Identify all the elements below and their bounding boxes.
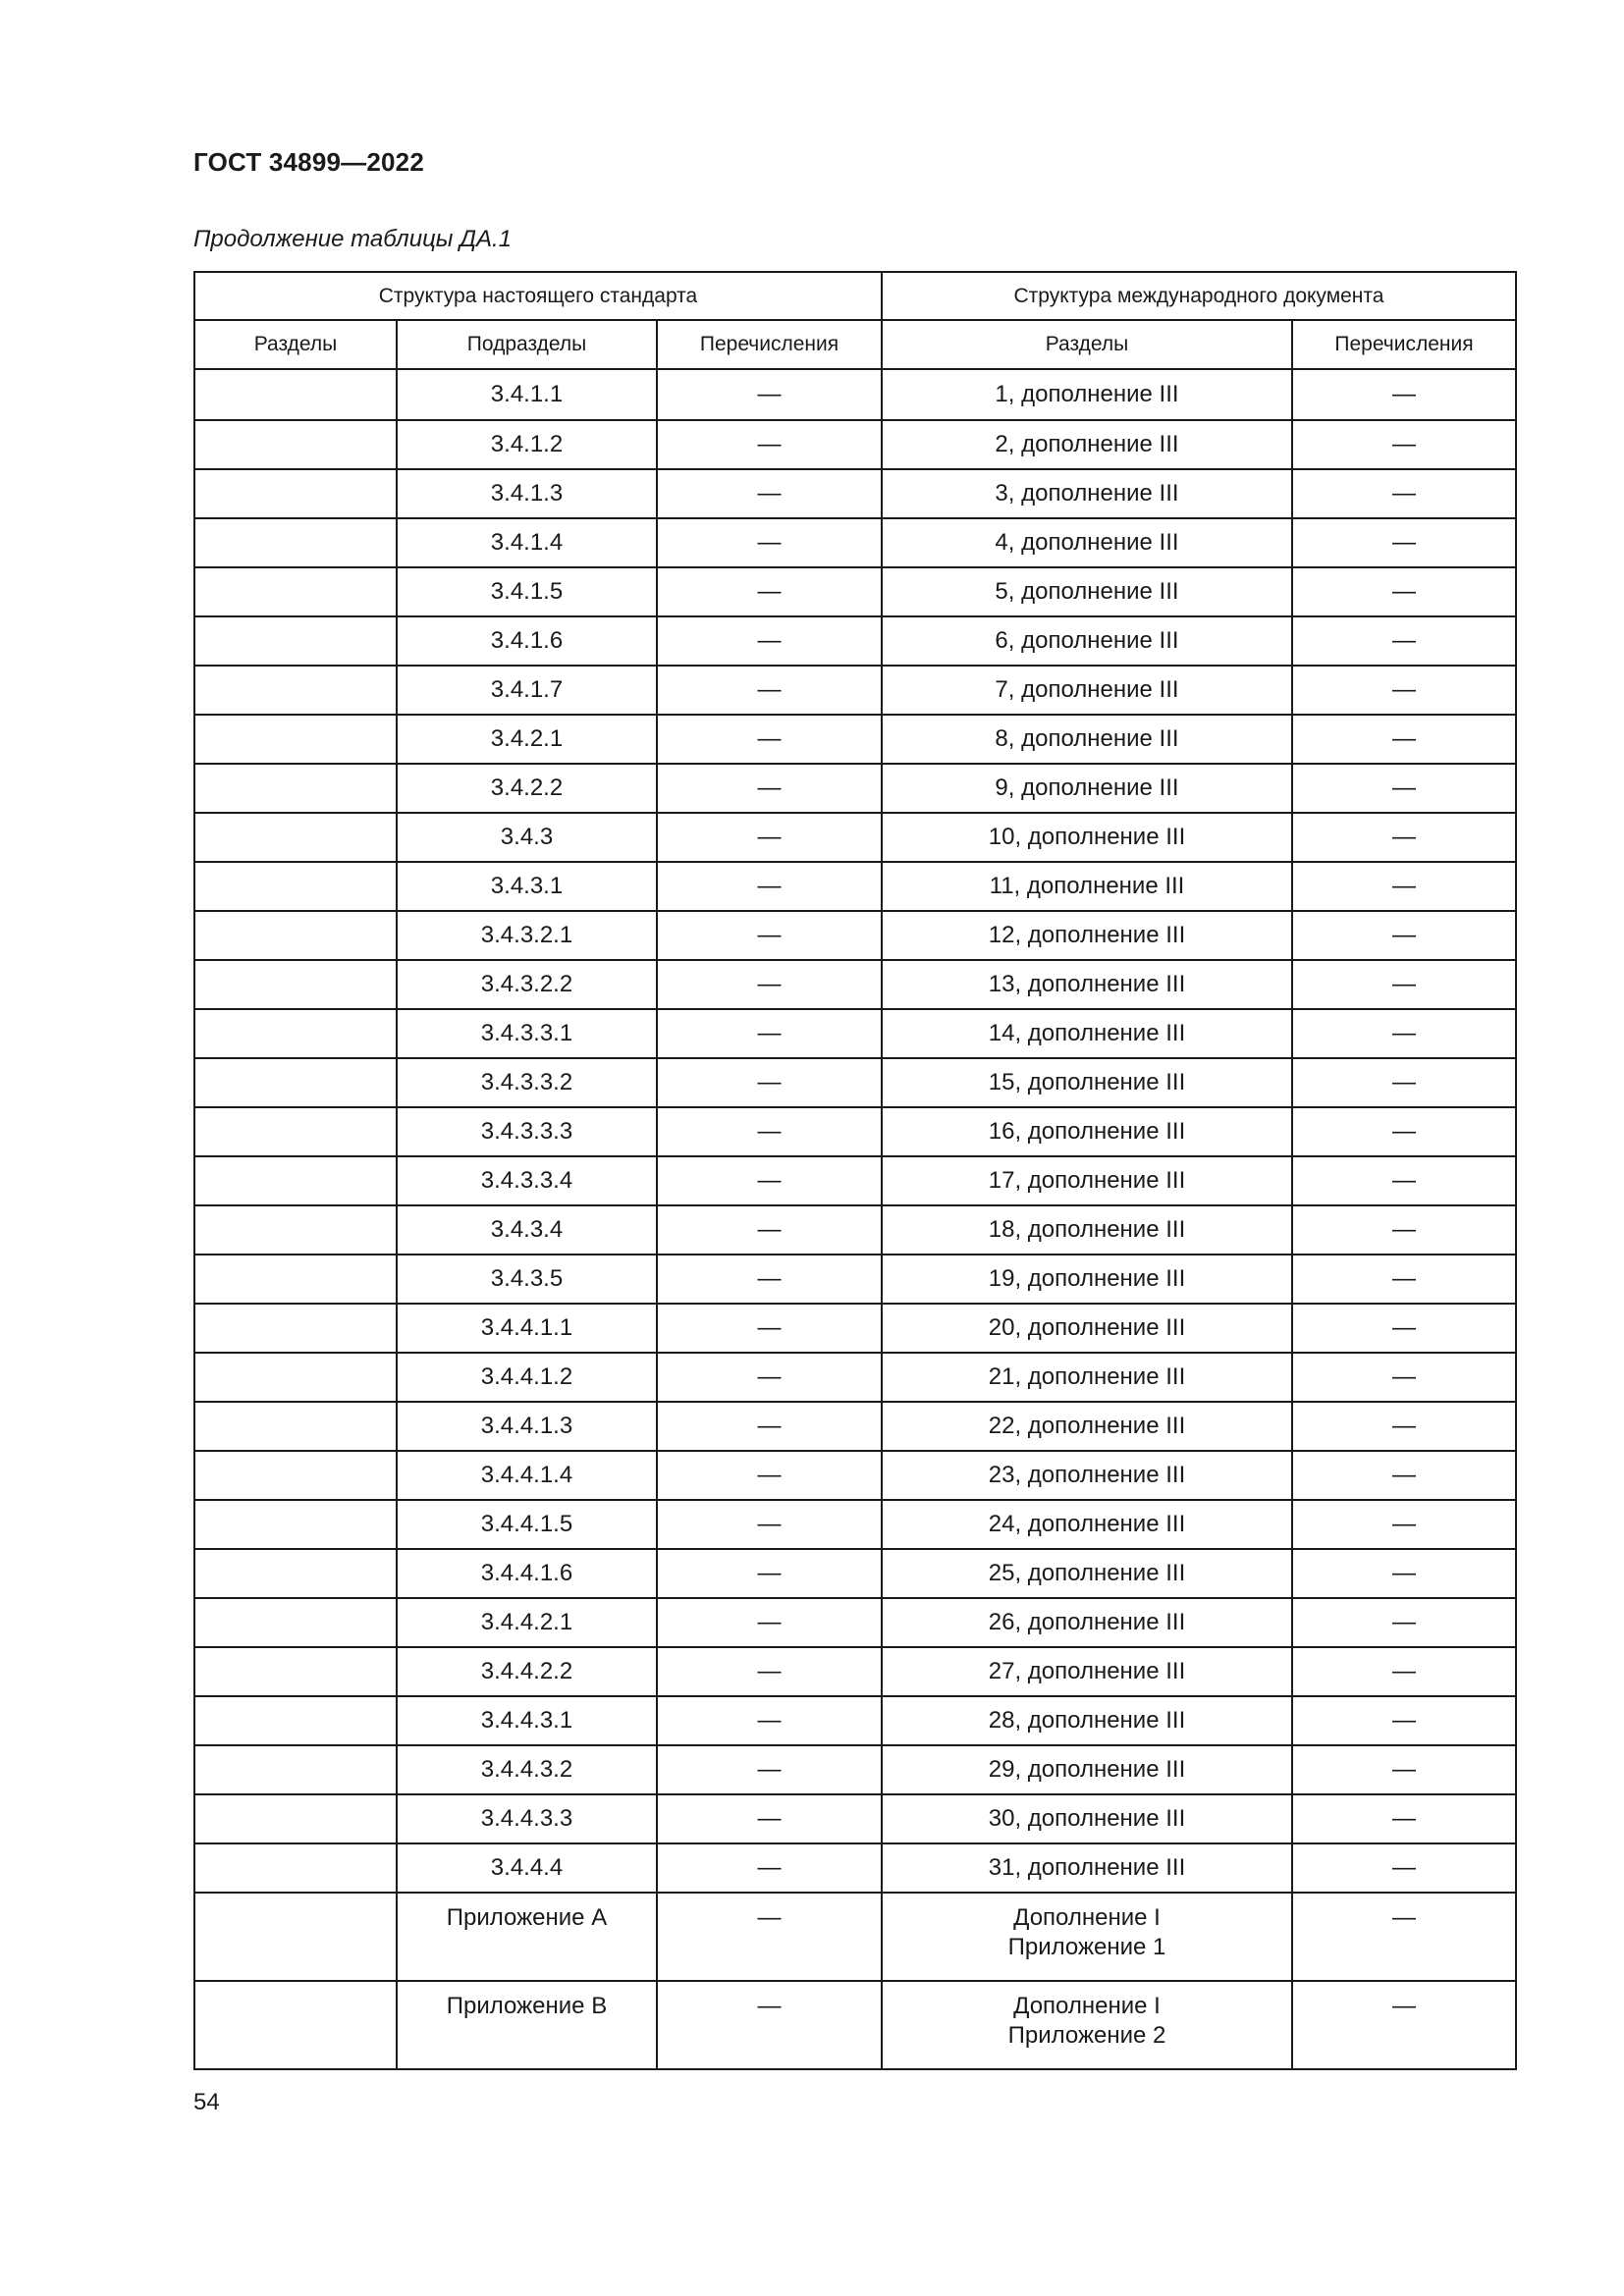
- intl-enumeration-cell: —: [1292, 369, 1516, 420]
- intl-enumeration-cell: —: [1292, 1794, 1516, 1843]
- subsections-cell: 3.4.1.7: [397, 666, 657, 715]
- subsections-cell: 3.4.4.2.1: [397, 1598, 657, 1647]
- subsections-cell: 3.4.4.3.3: [397, 1794, 657, 1843]
- appendix-row: [194, 1981, 1516, 2069]
- sections-cell: [194, 862, 397, 911]
- sections-cell: [194, 1893, 397, 1981]
- enumeration-cell: —: [657, 1745, 882, 1794]
- column-header-intl-sections: Разделы: [882, 320, 1292, 369]
- column-header-row: [194, 320, 1516, 369]
- intl-sections-line: Приложение 2: [1007, 2022, 1166, 2049]
- table-row: [194, 1058, 1516, 1107]
- intl-enumeration-cell: —: [1292, 469, 1516, 518]
- intl-enumeration-cell: —: [1292, 862, 1516, 911]
- intl-enumeration-cell: —: [1292, 616, 1516, 666]
- sections-cell: [194, 764, 397, 813]
- table-row: [194, 1647, 1516, 1696]
- table-row: [194, 862, 1516, 911]
- table-row: [194, 369, 1516, 420]
- sections-cell: [194, 911, 397, 960]
- subsections-cell: 3.4.3.3.4: [397, 1156, 657, 1205]
- enumeration-cell: —: [657, 1353, 882, 1402]
- intl-enumeration-cell: —: [1292, 1981, 1516, 2069]
- subsections-cell: 3.4.3.2.2: [397, 960, 657, 1009]
- sections-cell: [194, 1156, 397, 1205]
- sections-cell: [194, 420, 397, 469]
- table-row: [194, 764, 1516, 813]
- enumeration-cell: —: [657, 616, 882, 666]
- subsections-cell: 3.4.1.1: [397, 369, 657, 420]
- subsections-cell: 3.4.2.1: [397, 715, 657, 764]
- intl-enumeration-cell: —: [1292, 420, 1516, 469]
- sections-cell: [194, 666, 397, 715]
- enumeration-cell: —: [657, 1843, 882, 1893]
- intl-enumeration-cell: —: [1292, 764, 1516, 813]
- intl-sections-cell: 19, дополнение III: [882, 1255, 1292, 1304]
- sections-cell: [194, 1255, 397, 1304]
- intl-sections-cell: 30, дополнение III: [882, 1794, 1292, 1843]
- table-row: [194, 1255, 1516, 1304]
- enumeration-cell: —: [657, 764, 882, 813]
- sections-cell: [194, 567, 397, 616]
- table-row: [194, 567, 1516, 616]
- subsections-cell: 3.4.4.3.1: [397, 1696, 657, 1745]
- subsections-cell: 3.4.3.1: [397, 862, 657, 911]
- table-row: [194, 911, 1516, 960]
- subsections-cell: 3.4.4.1.6: [397, 1549, 657, 1598]
- sections-cell: [194, 1500, 397, 1549]
- table-row: [194, 813, 1516, 862]
- intl-sections-cell: [882, 1981, 1292, 2069]
- enumeration-cell: —: [657, 1451, 882, 1500]
- intl-enumeration-cell: —: [1292, 1843, 1516, 1893]
- intl-enumeration-cell: —: [1292, 1058, 1516, 1107]
- enumeration-cell: —: [657, 469, 882, 518]
- intl-sections-cell: [882, 1893, 1292, 1981]
- table-row: [194, 715, 1516, 764]
- intl-enumeration-cell: —: [1292, 1205, 1516, 1255]
- intl-sections-cell: 22, дополнение III: [882, 1402, 1292, 1451]
- intl-enumeration-cell: —: [1292, 1156, 1516, 1205]
- intl-enumeration-cell: —: [1292, 1107, 1516, 1156]
- intl-sections-cell: 3, дополнение III: [882, 469, 1292, 518]
- sections-cell: [194, 369, 397, 420]
- intl-sections-cell: 24, дополнение III: [882, 1500, 1292, 1549]
- intl-enumeration-cell: —: [1292, 1353, 1516, 1402]
- enumeration-cell: —: [657, 1500, 882, 1549]
- sections-cell: [194, 1451, 397, 1500]
- table-row: [194, 1451, 1516, 1500]
- appendix-row: [194, 1893, 1516, 1981]
- structure-table: [193, 271, 1517, 2070]
- intl-enumeration-cell: —: [1292, 1451, 1516, 1500]
- enumeration-cell: —: [657, 666, 882, 715]
- enumeration-cell: —: [657, 1402, 882, 1451]
- table-row: [194, 616, 1516, 666]
- intl-sections-cell: 28, дополнение III: [882, 1696, 1292, 1745]
- sections-cell: [194, 960, 397, 1009]
- sections-cell: [194, 469, 397, 518]
- group-header-row: [194, 272, 1516, 320]
- table-row: [194, 666, 1516, 715]
- sections-cell: [194, 1353, 397, 1402]
- intl-enumeration-cell: —: [1292, 715, 1516, 764]
- sections-cell: [194, 813, 397, 862]
- table-row: [194, 518, 1516, 567]
- subsections-cell: 3.4.4.3.2: [397, 1745, 657, 1794]
- table-row: [194, 1353, 1516, 1402]
- table-body: [194, 369, 1516, 2069]
- enumeration-cell: —: [657, 1255, 882, 1304]
- intl-sections-cell: 11, дополнение III: [882, 862, 1292, 911]
- intl-sections-cell: 16, дополнение III: [882, 1107, 1292, 1156]
- intl-sections-cell: 23, дополнение III: [882, 1451, 1292, 1500]
- intl-enumeration-cell: —: [1292, 1598, 1516, 1647]
- enumeration-cell: —: [657, 1549, 882, 1598]
- intl-enumeration-cell: —: [1292, 813, 1516, 862]
- table-row: [194, 1696, 1516, 1745]
- enumeration-cell: —: [657, 1205, 882, 1255]
- sections-cell: [194, 1981, 397, 2069]
- subsections-cell: 3.4.4.1.5: [397, 1500, 657, 1549]
- table-caption: Продолжение таблицы ДА.1: [193, 226, 513, 252]
- table-row: [194, 1549, 1516, 1598]
- intl-enumeration-cell: —: [1292, 1402, 1516, 1451]
- intl-sections-cell: 18, дополнение III: [882, 1205, 1292, 1255]
- intl-enumeration-cell: —: [1292, 518, 1516, 567]
- intl-sections-cell: 9, дополнение III: [882, 764, 1292, 813]
- enumeration-cell: —: [657, 1598, 882, 1647]
- sections-cell: [194, 1549, 397, 1598]
- enumeration-cell: —: [657, 1794, 882, 1843]
- intl-enumeration-cell: —: [1292, 1304, 1516, 1353]
- intl-enumeration-cell: —: [1292, 666, 1516, 715]
- table-row: [194, 960, 1516, 1009]
- enumeration-cell: —: [657, 1156, 882, 1205]
- table-row: [194, 1794, 1516, 1843]
- subsections-cell: 3.4.3.3.1: [397, 1009, 657, 1058]
- intl-sections-cell: 27, дополнение III: [882, 1647, 1292, 1696]
- sections-cell: [194, 616, 397, 666]
- subsections-cell: 3.4.3.5: [397, 1255, 657, 1304]
- sections-cell: [194, 715, 397, 764]
- intl-sections-cell: 25, дополнение III: [882, 1549, 1292, 1598]
- enumeration-cell: —: [657, 1009, 882, 1058]
- intl-sections-line: Дополнение I: [1013, 1993, 1161, 2019]
- intl-sections-cell: 17, дополнение III: [882, 1156, 1292, 1205]
- sections-cell: [194, 1304, 397, 1353]
- table-row: [194, 1009, 1516, 1058]
- subsections-cell: 3.4.3.2.1: [397, 911, 657, 960]
- subsections-cell: 3.4.1.3: [397, 469, 657, 518]
- subsections-cell: 3.4.4.1.4: [397, 1451, 657, 1500]
- intl-enumeration-cell: —: [1292, 1893, 1516, 1981]
- enumeration-cell: —: [657, 862, 882, 911]
- table-row: [194, 1156, 1516, 1205]
- enumeration-cell: —: [657, 813, 882, 862]
- subsections-cell: 3.4.4.1.1: [397, 1304, 657, 1353]
- subsections-cell: Приложение А: [397, 1893, 657, 1981]
- subsections-cell: 3.4.1.6: [397, 616, 657, 666]
- intl-enumeration-cell: —: [1292, 1696, 1516, 1745]
- sections-cell: [194, 1205, 397, 1255]
- subsections-cell: 3.4.4.2.2: [397, 1647, 657, 1696]
- intl-enumeration-cell: —: [1292, 1500, 1516, 1549]
- intl-enumeration-cell: —: [1292, 1549, 1516, 1598]
- sections-cell: [194, 1745, 397, 1794]
- table-row: [194, 1107, 1516, 1156]
- enumeration-cell: —: [657, 1893, 882, 1981]
- sections-cell: [194, 518, 397, 567]
- table-row: [194, 1205, 1516, 1255]
- intl-sections-cell: 13, дополнение III: [882, 960, 1292, 1009]
- enumeration-cell: —: [657, 960, 882, 1009]
- enumeration-cell: —: [657, 518, 882, 567]
- table-row: [194, 420, 1516, 469]
- intl-enumeration-cell: —: [1292, 1647, 1516, 1696]
- sections-cell: [194, 1009, 397, 1058]
- group-header-standard: Структура настоящего стандарта: [194, 272, 882, 320]
- enumeration-cell: —: [657, 369, 882, 420]
- intl-sections-cell: 6, дополнение III: [882, 616, 1292, 666]
- intl-sections-cell: 29, дополнение III: [882, 1745, 1292, 1794]
- subsections-cell: 3.4.1.2: [397, 420, 657, 469]
- sections-cell: [194, 1402, 397, 1451]
- table-row: [194, 1304, 1516, 1353]
- intl-sections-cell: 15, дополнение III: [882, 1058, 1292, 1107]
- table-row: [194, 1745, 1516, 1794]
- enumeration-cell: —: [657, 1696, 882, 1745]
- intl-sections-cell: 4, дополнение III: [882, 518, 1292, 567]
- enumeration-cell: —: [657, 420, 882, 469]
- table-row: [194, 469, 1516, 518]
- intl-enumeration-cell: —: [1292, 1745, 1516, 1794]
- subsections-cell: 3.4.4.1.3: [397, 1402, 657, 1451]
- subsections-cell: 3.4.1.4: [397, 518, 657, 567]
- table-row: [194, 1500, 1516, 1549]
- intl-sections-cell: 5, дополнение III: [882, 567, 1292, 616]
- intl-sections-cell: 8, дополнение III: [882, 715, 1292, 764]
- intl-sections-cell: 26, дополнение III: [882, 1598, 1292, 1647]
- intl-sections-cell: 7, дополнение III: [882, 666, 1292, 715]
- subsections-cell: 3.4.3.3.2: [397, 1058, 657, 1107]
- sections-cell: [194, 1647, 397, 1696]
- intl-sections-line: Приложение 1: [1007, 1934, 1166, 1960]
- subsections-cell: 3.4.3.4: [397, 1205, 657, 1255]
- enumeration-cell: —: [657, 567, 882, 616]
- intl-enumeration-cell: —: [1292, 960, 1516, 1009]
- subsections-cell: 3.4.4.1.2: [397, 1353, 657, 1402]
- sections-cell: [194, 1696, 397, 1745]
- column-header-enumerations: Перечисления: [657, 320, 882, 369]
- page-number: 54: [193, 2089, 220, 2115]
- intl-sections-cell: 10, дополнение III: [882, 813, 1292, 862]
- enumeration-cell: —: [657, 1304, 882, 1353]
- intl-enumeration-cell: —: [1292, 1009, 1516, 1058]
- table-row: [194, 1598, 1516, 1647]
- sections-cell: [194, 1794, 397, 1843]
- column-header-subsections: Подразделы: [397, 320, 657, 369]
- sections-cell: [194, 1058, 397, 1107]
- intl-sections-cell: 12, дополнение III: [882, 911, 1292, 960]
- intl-sections-line: Дополнение I: [1013, 1904, 1161, 1931]
- intl-sections-cell: 14, дополнение III: [882, 1009, 1292, 1058]
- enumeration-cell: —: [657, 1107, 882, 1156]
- intl-enumeration-cell: —: [1292, 567, 1516, 616]
- intl-sections-cell: 1, дополнение III: [882, 369, 1292, 420]
- table-row: [194, 1843, 1516, 1893]
- column-header-intl-enumerations: Перечисления: [1292, 320, 1516, 369]
- intl-sections-cell: 31, дополнение III: [882, 1843, 1292, 1893]
- column-header-sections: Разделы: [194, 320, 397, 369]
- intl-enumeration-cell: —: [1292, 911, 1516, 960]
- subsections-cell: 3.4.1.5: [397, 567, 657, 616]
- enumeration-cell: —: [657, 715, 882, 764]
- subsections-cell: 3.4.3.3.3: [397, 1107, 657, 1156]
- document-header: ГОСТ 34899—2022: [193, 147, 424, 177]
- intl-enumeration-cell: —: [1292, 1255, 1516, 1304]
- table-row: [194, 1402, 1516, 1451]
- enumeration-cell: —: [657, 911, 882, 960]
- subsections-cell: 3.4.3: [397, 813, 657, 862]
- sections-cell: [194, 1598, 397, 1647]
- intl-sections-cell: 20, дополнение III: [882, 1304, 1292, 1353]
- intl-sections-cell: 21, дополнение III: [882, 1353, 1292, 1402]
- subsections-cell: 3.4.2.2: [397, 764, 657, 813]
- enumeration-cell: —: [657, 1647, 882, 1696]
- enumeration-cell: —: [657, 1058, 882, 1107]
- sections-cell: [194, 1843, 397, 1893]
- subsections-cell: 3.4.4.4: [397, 1843, 657, 1893]
- intl-sections-cell: 2, дополнение III: [882, 420, 1292, 469]
- enumeration-cell: —: [657, 1981, 882, 2069]
- group-header-international: Структура международного документа: [882, 272, 1516, 320]
- sections-cell: [194, 1107, 397, 1156]
- subsections-cell: Приложение В: [397, 1981, 657, 2069]
